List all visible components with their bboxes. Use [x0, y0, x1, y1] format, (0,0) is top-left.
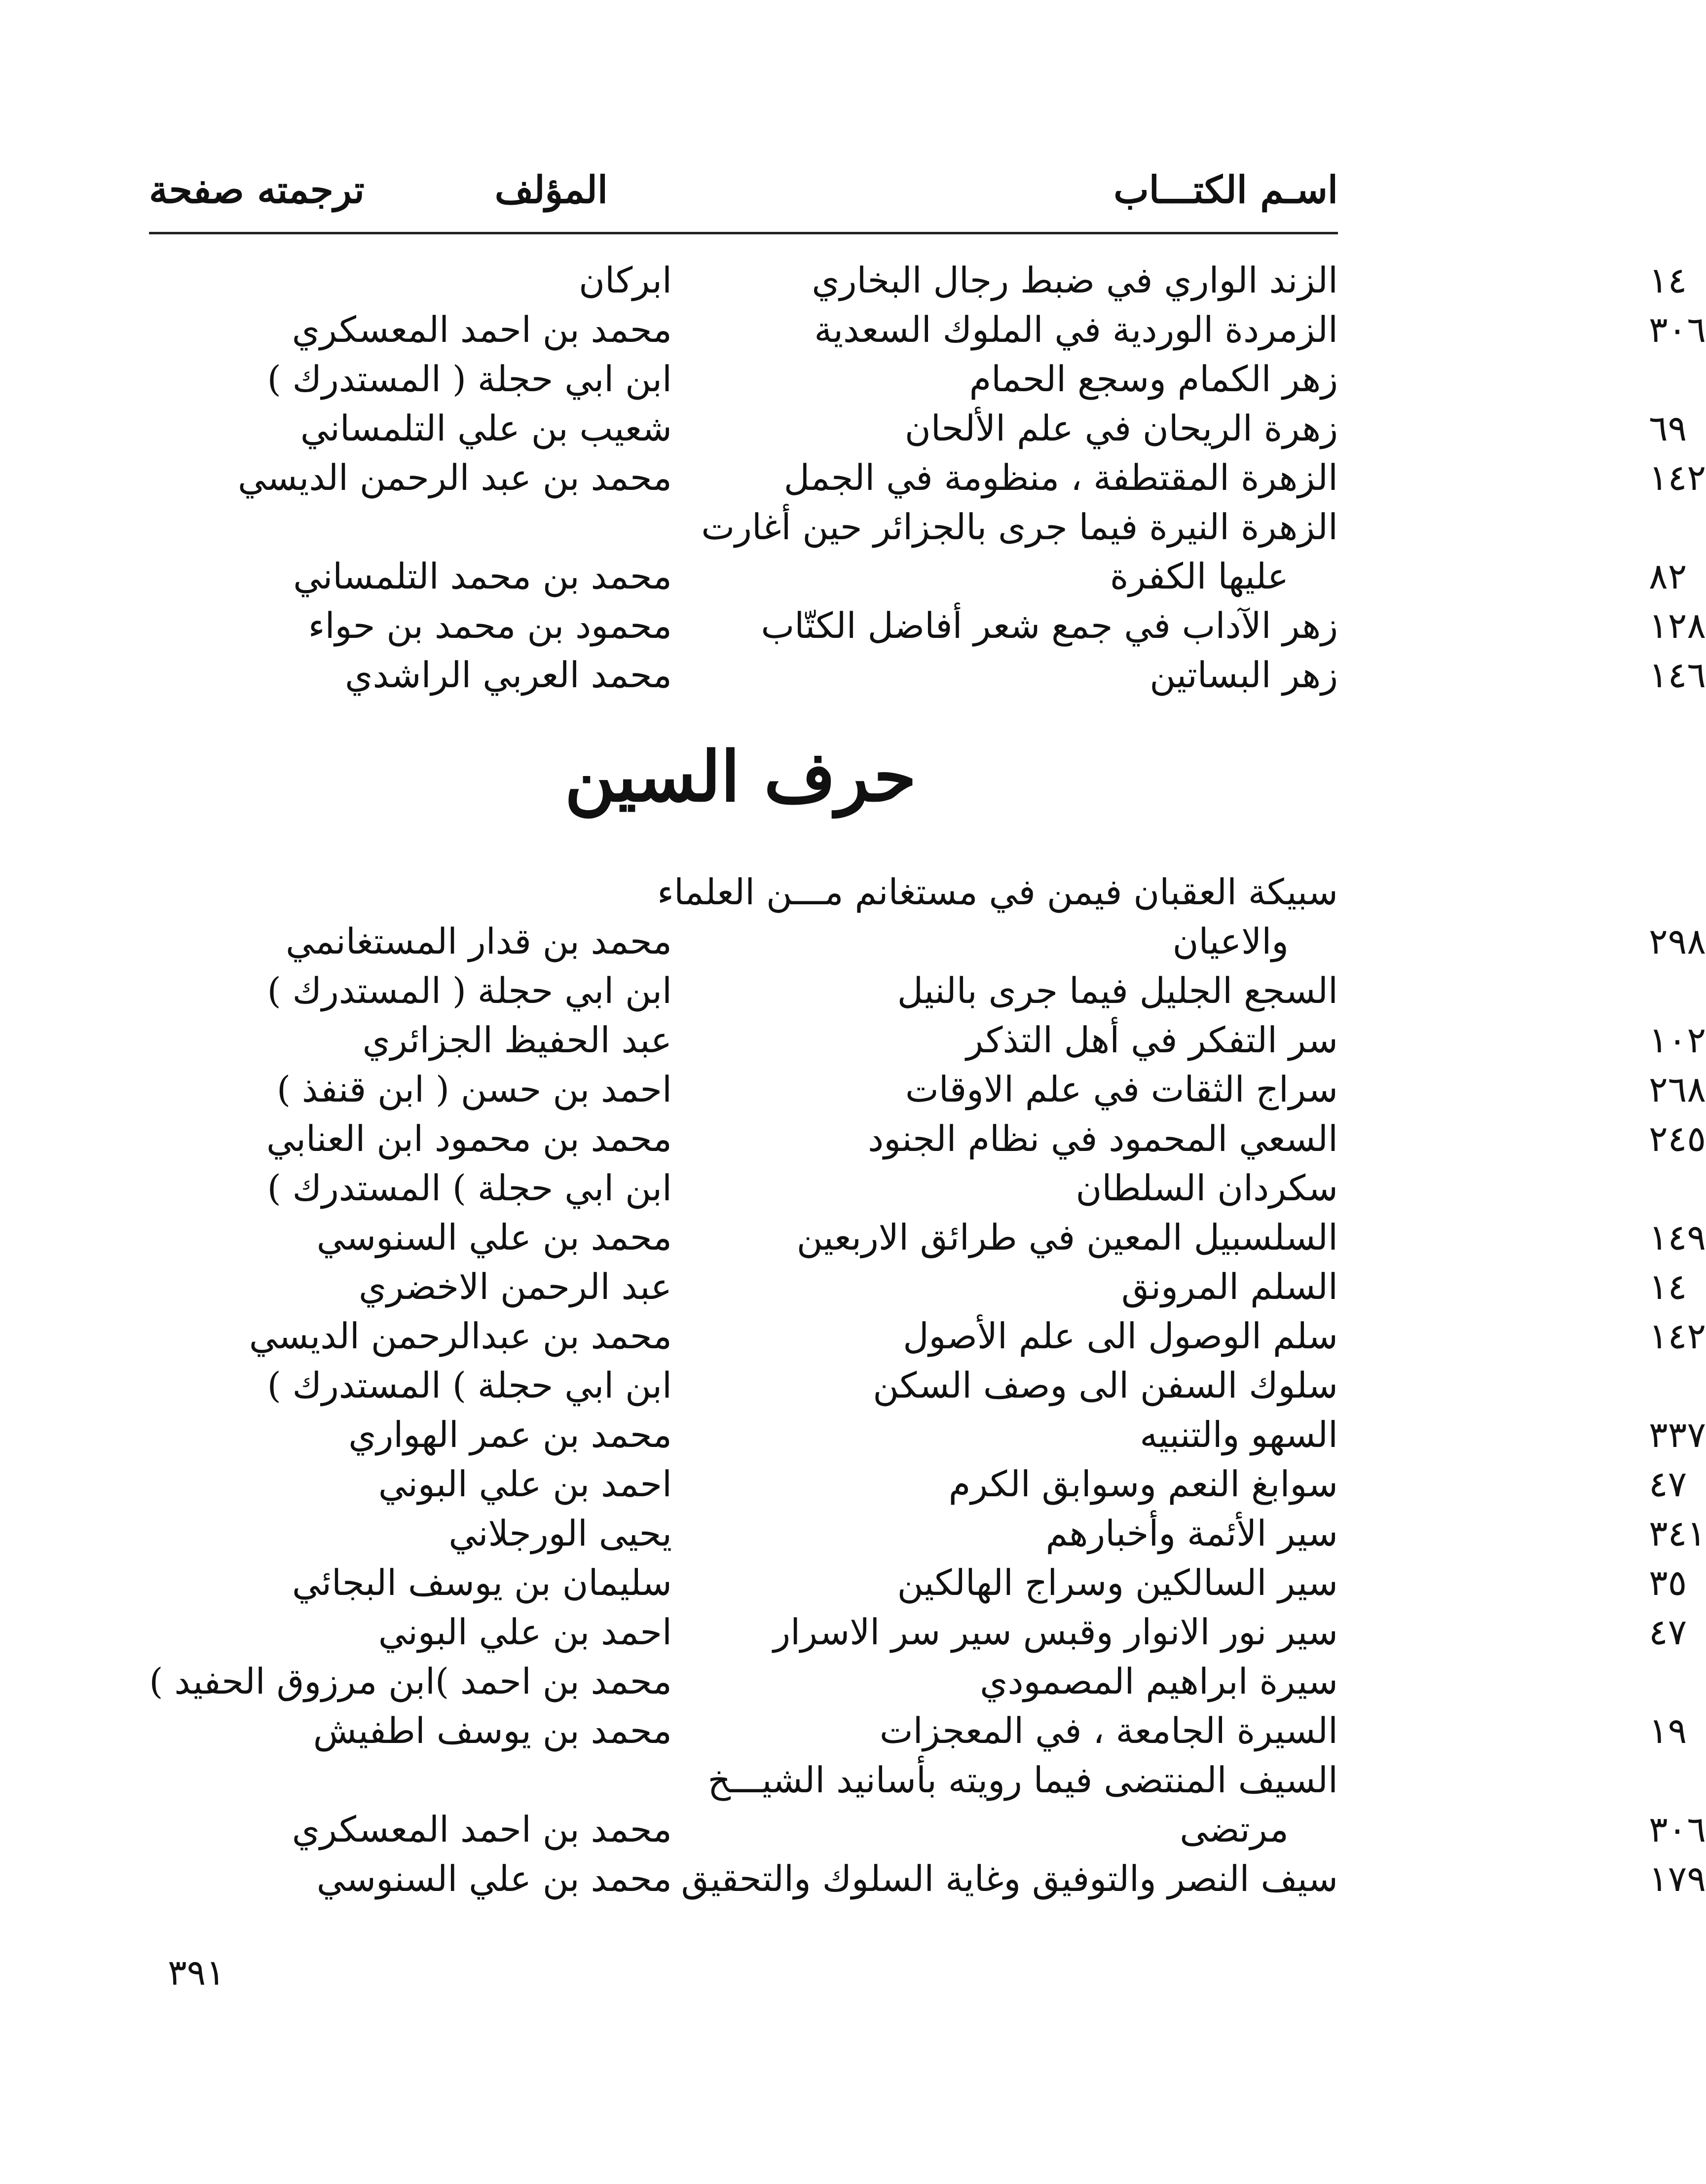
author-name: ابن ابي حجلة ( المستدرك )	[267, 970, 672, 1011]
book-title: السيف المنتضى فيما رويته بأسانيد الشيـــخ	[707, 1759, 1338, 1801]
page-ref: ١٤٦	[1649, 654, 1706, 696]
page-ref: ١٤٢	[1649, 457, 1706, 498]
book-title: سير السالكين وسراج الهالكين	[897, 1562, 1338, 1603]
page-ref: ١٩	[1649, 1710, 1687, 1751]
author-name: محمد بن احمد المعسكري	[292, 1809, 672, 1850]
author-name: احمد بن علي البوني	[378, 1611, 672, 1653]
book-title: سيف النصر والتوفيق وغاية السلوك والتحقيق	[681, 1858, 1338, 1899]
book-title: سيرة ابراهيم المصمودي	[980, 1661, 1338, 1702]
author-name: محمد بن احمد )ابن مرزوق الحفيد )	[149, 1661, 672, 1702]
page-number: ٣٩١	[168, 1952, 225, 1993]
book-title: سوابغ النعم وسوابق الكرم	[948, 1463, 1338, 1505]
page-ref: ١٤	[1649, 1266, 1687, 1307]
author-name: محمد بن عبدالرحمن الديسي	[249, 1315, 672, 1357]
author-name: محمد بن عمر الهواري	[348, 1414, 672, 1455]
header-author: المؤلف	[494, 168, 608, 212]
page-ref: ٣٠٦	[1649, 309, 1706, 350]
book-title: الزند الواري في ضبط رجال البخاري	[812, 259, 1338, 301]
page-ref: ٣٠٦	[1649, 1809, 1706, 1850]
book-title: السهو والتنبيه	[1140, 1414, 1338, 1455]
book-title: زهرة الريحان في علم الألحان	[904, 407, 1338, 449]
author-name: ابن ابي حجلة ) المستدرك )	[267, 1365, 672, 1406]
book-title: السعي المحمود في نظام الجنود	[868, 1118, 1338, 1159]
author-name: محمد بن يوسف اطفيش	[313, 1710, 672, 1751]
page-ref: ٣٤١	[1649, 1513, 1706, 1554]
book-title: الزهرة المقتطفة ، منظومة في الجمل	[783, 457, 1338, 498]
book-title: السيرة الجامعة ، في المعجزات	[879, 1710, 1338, 1751]
author-name: محمد بن احمد المعسكري	[292, 309, 672, 350]
page-ref: ٤٧	[1649, 1611, 1687, 1653]
page-ref: ٢٦٨	[1649, 1069, 1706, 1110]
author-name: محمد بن قدار المستغانمي	[286, 921, 672, 962]
author-name: يحيى الورجلاني	[448, 1513, 672, 1554]
author-name: محمود بن محمد بن حواء	[308, 605, 672, 646]
page-ref: ١٤	[1649, 259, 1687, 301]
book-title: سراج الثقات في علم الاوقات	[905, 1069, 1338, 1110]
book-title: سلم الوصول الى علم الأصول	[903, 1315, 1338, 1357]
book-title: سير الأئمة وأخبارهم	[1045, 1513, 1338, 1554]
author-name: احمد بن حسن ( ابن قنفذ )	[276, 1069, 672, 1110]
book-title: السلسبيل المعين في طرائق الاربعين	[796, 1217, 1338, 1258]
book-title: الزهرة النيرة فيما جرى بالجزائر حين أغارت	[701, 506, 1338, 548]
book-title-continuation: عليها الكفرة	[1110, 555, 1289, 597]
page-ref: ١٧٩	[1649, 1858, 1706, 1899]
book-title: الزمردة الوردية في الملوك السعدية	[814, 309, 1338, 350]
page-ref: ٤٧	[1649, 1463, 1687, 1505]
book-title: زهر البساتين	[1150, 654, 1338, 696]
author-name: عبد الحفيظ الجزائري	[362, 1019, 672, 1061]
table-header	[149, 163, 1338, 234]
author-name: سليمان بن يوسف البجائي	[292, 1562, 672, 1603]
page-ref: ٣٣٧	[1649, 1414, 1706, 1455]
book-title: سر التفكر في أهل التذكر	[966, 1019, 1338, 1061]
book-title-continuation: مرتضى	[1180, 1809, 1289, 1850]
book-title: سبيكة العقبان فيمن في مستغانم مـــن العلماء	[657, 871, 1338, 913]
book-title: سكردان السلطان	[1076, 1167, 1338, 1209]
book-title: زهر الآداب في جمع شعر أفاضل الكتّاب	[761, 605, 1338, 646]
author-name: محمد بن محمود ابن العنابي	[266, 1118, 672, 1159]
author-name: ابن ابي حجلة ( المستدرك )	[267, 358, 672, 400]
header-translation-page: ترجمته صفحة	[149, 168, 365, 212]
book-title-continuation: والاعيان	[1172, 921, 1289, 962]
author-name: ابن ابي حجلة ) المستدرك )	[267, 1167, 672, 1209]
author-name: احمد بن علي البوني	[378, 1463, 672, 1505]
page-ref: ١٤٩	[1649, 1217, 1706, 1258]
book-title: السلم المرونق	[1121, 1266, 1338, 1307]
page-ref: ٢٩٨	[1649, 921, 1706, 962]
author-name: ابركان	[579, 259, 672, 301]
page-ref: ١٢٨	[1649, 605, 1706, 646]
book-title: زهر الكمام وسجع الحمام	[969, 358, 1338, 400]
author-name: محمد بن محمد التلمساني	[293, 555, 672, 597]
author-name: محمد العربي الراشدي	[345, 654, 672, 696]
header-book-name: اسـم الكتـــاب	[1113, 168, 1338, 212]
section-title: حرف السين	[564, 737, 917, 817]
author-name: شعيب بن علي التلمساني	[300, 407, 672, 449]
page-ref: ٢٤٥	[1649, 1118, 1706, 1159]
page-ref: ٣٥	[1649, 1562, 1687, 1603]
book-title: سلوك السفن الى وصف السكن	[873, 1365, 1338, 1406]
author-name: محمد بن علي السنوسي	[316, 1858, 672, 1899]
page-ref: ٨٢	[1649, 555, 1687, 597]
author-name: محمد بن علي السنوسي	[316, 1217, 672, 1258]
page-ref: ١٤٢	[1649, 1315, 1706, 1357]
author-name: محمد بن عبد الرحمن الديسي	[238, 457, 672, 498]
author-name: عبد الرحمن الاخضري	[359, 1266, 672, 1307]
book-title: سير نور الانوار وقبس سير سر الاسرار	[773, 1611, 1338, 1653]
page-ref: ٦٩	[1649, 407, 1687, 449]
page-ref: ١٠٢	[1649, 1019, 1706, 1061]
book-title: السجع الجليل فيما جرى بالنيل	[897, 970, 1338, 1011]
